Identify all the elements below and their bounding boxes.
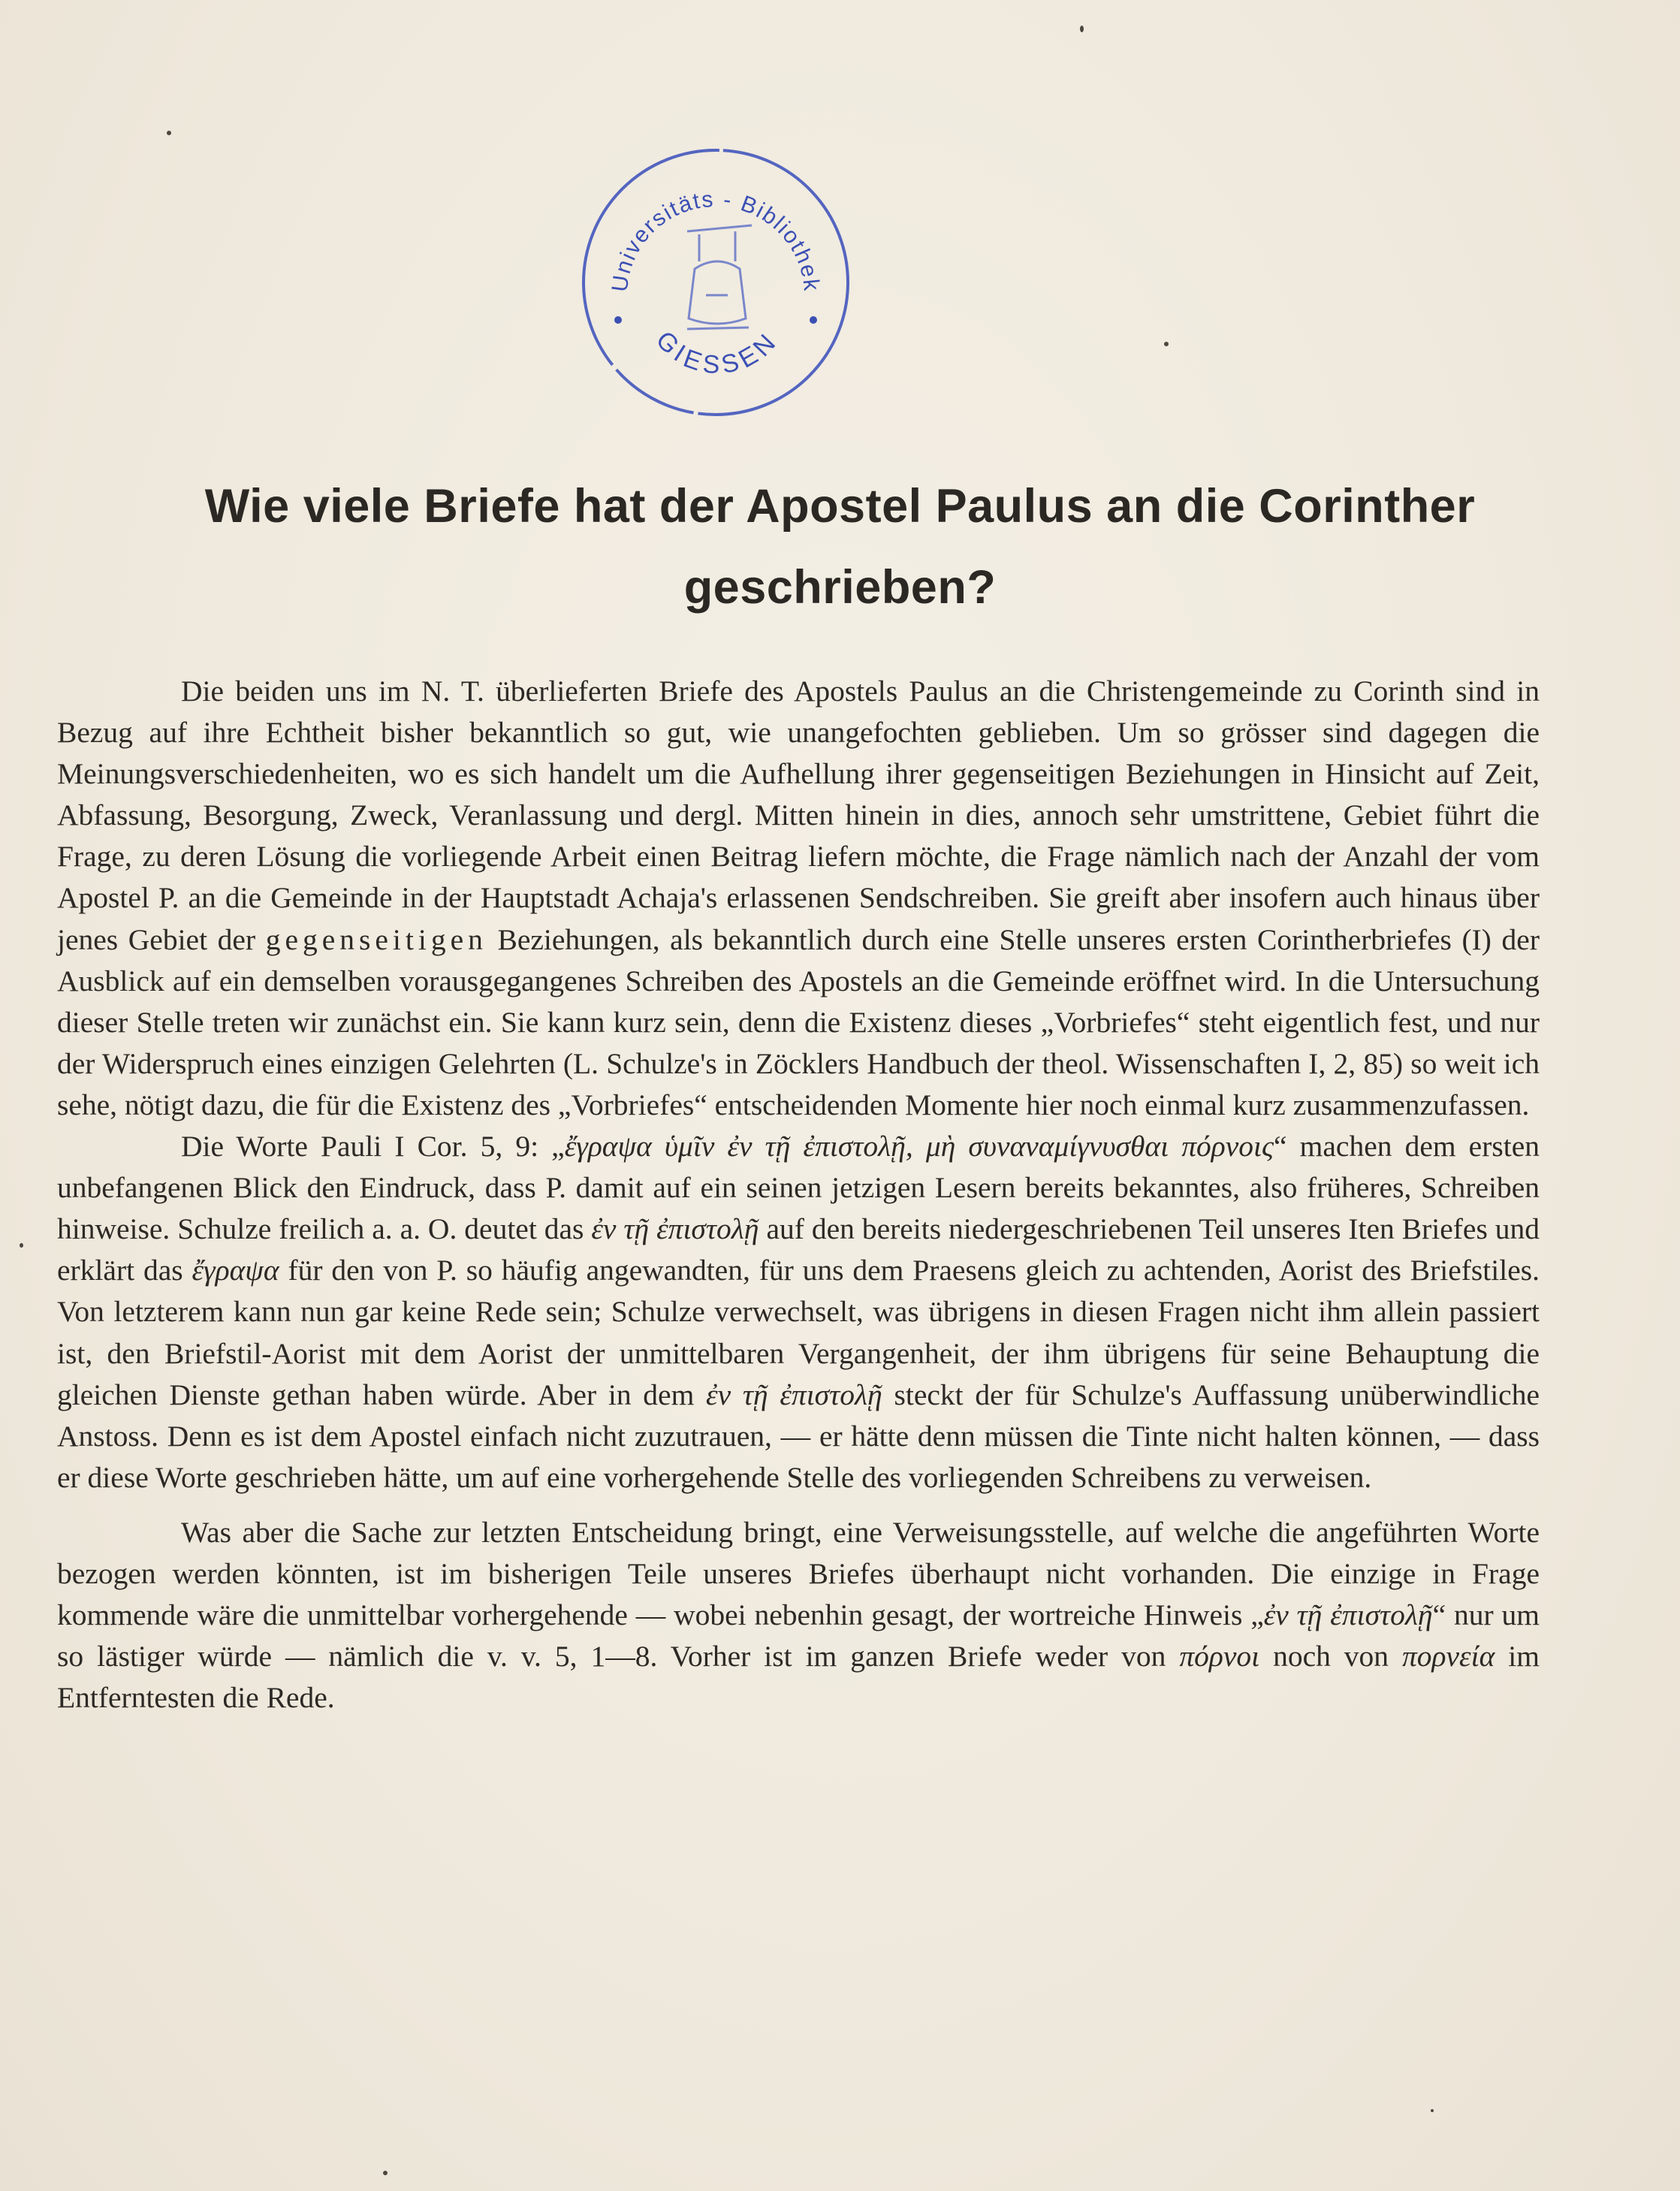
p2-text-e: steckt der für Schulze's Auffassung unüberwindliche Anstoss. Denn es ist dem Apostel einfach nicht zuzutrauen, — er hätte denn müssen die Tinte nicht halten können, — dass er diese Worte geschrieben hätte, um auf eine vorhergehende Stelle des vorliegenden Schreibens zu verweisen. bbox=[57, 1378, 1540, 1494]
p3-greek-1: ἐν τῇ ἐπιστολῇ bbox=[1263, 1598, 1433, 1632]
page-title bbox=[60, 466, 1620, 628]
ink-speck bbox=[1080, 26, 1084, 32]
paragraph-2 bbox=[57, 1126, 1540, 1498]
p2-text-a: Die Worte Pauli I Cor. 5, 9: „ bbox=[181, 1130, 565, 1163]
p3-greek-2: πόρνοι bbox=[1179, 1640, 1260, 1673]
paragraph-3 bbox=[57, 1512, 1540, 1719]
p3-text-b: “ nur um so lästiger würde — nämlich die v. v. 5, 1—8. Vorher ist im ganzen Briefe weder von bbox=[57, 1598, 1540, 1673]
title-line-1: Wie viele Briefe hat der Apostel Paulus an die Corinther bbox=[204, 480, 1476, 533]
stamp-ring-bottom-text: GIESSEN bbox=[650, 325, 785, 380]
ink-speck bbox=[383, 2171, 388, 2175]
p3-greek-3: πορνεία bbox=[1402, 1640, 1495, 1673]
p2-text-b: “ machen dem ersten unbefangenen Blick den Eindruck, dass P. damit auf ein seinen jetzigen Lesern bereits bekanntes, also früheres, Schreiben hinweise. Schulze freilich a. a. O. deutet das bbox=[57, 1130, 1540, 1246]
p3-text-a: Was aber die Sache zur letzten Entscheidung bringt, eine Verweisungsstelle, auf welche die angeführten Worte bezogen werden könnten, ist im bisherigen Teile unseres Briefes überhaupt nicht vorhanden. Die einzige in Frage kommende wäre die unmittelbar vorhergehende — wobei nebenhin gesagt, der wortreiche Hinweis „ bbox=[57, 1515, 1540, 1632]
p1-spaced-word: gegenseitigen bbox=[265, 922, 487, 956]
ink-speck bbox=[167, 131, 171, 135]
paragraph-1 bbox=[57, 671, 1540, 1126]
p1-text-b: Beziehungen, als bekanntlich durch eine Stelle unseres ersten Corintherbriefes (I) der Ausblick auf ein demselben vorausgegangenes Schreiben des Apostels an die Gemeinde eröffnet wird. In die Untersuchung dieser Stelle treten wir zunächst ein. Sie kann kurz sein, denn die Existenz dieses „Vorbriefes“ steht eigentlich fest, und nur der Widerspruch eines einzigen Gelehrten (L. Schulze's in Zöcklers Handbuch der theol. Wissenschaften I, 2, 85) so weit ich sehe, nötigt dazu, die für die Existenz des „Vorbriefes“ entscheidenden Momente hier noch einmal kurz zusammenzufassen. bbox=[57, 922, 1540, 1121]
ink-speck bbox=[1431, 2109, 1434, 2112]
p2-greek-3: ἔγραψα bbox=[192, 1254, 279, 1287]
svg-text:Universitäts - Bibliothek bbox=[608, 187, 824, 294]
p2-text-c: auf den bereits niedergeschriebenen Teil unseres Iten Briefes und erklärt das bbox=[57, 1212, 1540, 1287]
p3-text-c: noch von bbox=[1259, 1640, 1403, 1673]
p2-greek-4: ἐν τῇ ἐπιστολῇ bbox=[706, 1378, 882, 1411]
p2-text-d: für den von P. so häufig angewandten, für uns dem Praesens gleich zu achtenden, Aorist des Briefstiles. Von letzterem kann nun gar keine Rede sein; Schulze verwechselt, was übrigens in diesen Fragen nicht ihm allein passiert ist, den Briefstil-Aorist mit dem Aorist der unmittelbaren Vergangenheit, der ihm übrigens für seine Behauptung die gleichen Dienste gethan haben würde. Aber in dem bbox=[57, 1254, 1540, 1411]
ink-speck bbox=[1164, 342, 1169, 346]
stamp-ring-top-text: Universitäts - Bibliothek bbox=[607, 186, 825, 294]
p2-greek-2: ἐν τῇ ἐπιστολῇ bbox=[591, 1212, 759, 1246]
body-text bbox=[57, 671, 1540, 1719]
svg-text:GIESSEN bbox=[650, 326, 784, 380]
library-stamp bbox=[575, 141, 857, 424]
title-line-2: geschrieben? bbox=[683, 561, 997, 614]
bell-icon bbox=[687, 225, 752, 329]
p3-text-d: im Entferntesten die Rede. bbox=[57, 1640, 1540, 1715]
p2-greek-quote: ἔγραψα ὑμῖν ἐν τῇ ἐπιστολῇ, μὴ συναναμίγνυσθαι πόρνοις bbox=[564, 1130, 1274, 1163]
p1-text-a: Die beiden uns im N. T. überlieferten Briefe des Apostels Paulus an die Christengemeinde zu Corinth sind in Bezug auf ihre Echtheit bisher bekanntlich so gut, wie unangefochten geblieben. Um so grösser sind dagegen die Meinungsverschiedenheiten, wo es sich handelt um die Aufhellung ihrer gegenseitigen Beziehungen in Hinsicht auf Zeit, Abfassung, Besorgung, Zweck, Veranlassung und dergl. Mitten hinein in dies, annoch sehr umstrittene, Gebiet führt die Frage, zu deren Lösung die vorliegende Arbeit einen Beitrag liefern möchte, die Frage nämlich nach der Anzahl der vom Apostel P. an die Gemeinde in der Hauptstadt Achaja's erlassenen Sendschreiben. Sie greift aber insofern auch hinaus über jenes Gebiet der bbox=[57, 675, 1540, 956]
ink-speck bbox=[20, 1243, 23, 1248]
